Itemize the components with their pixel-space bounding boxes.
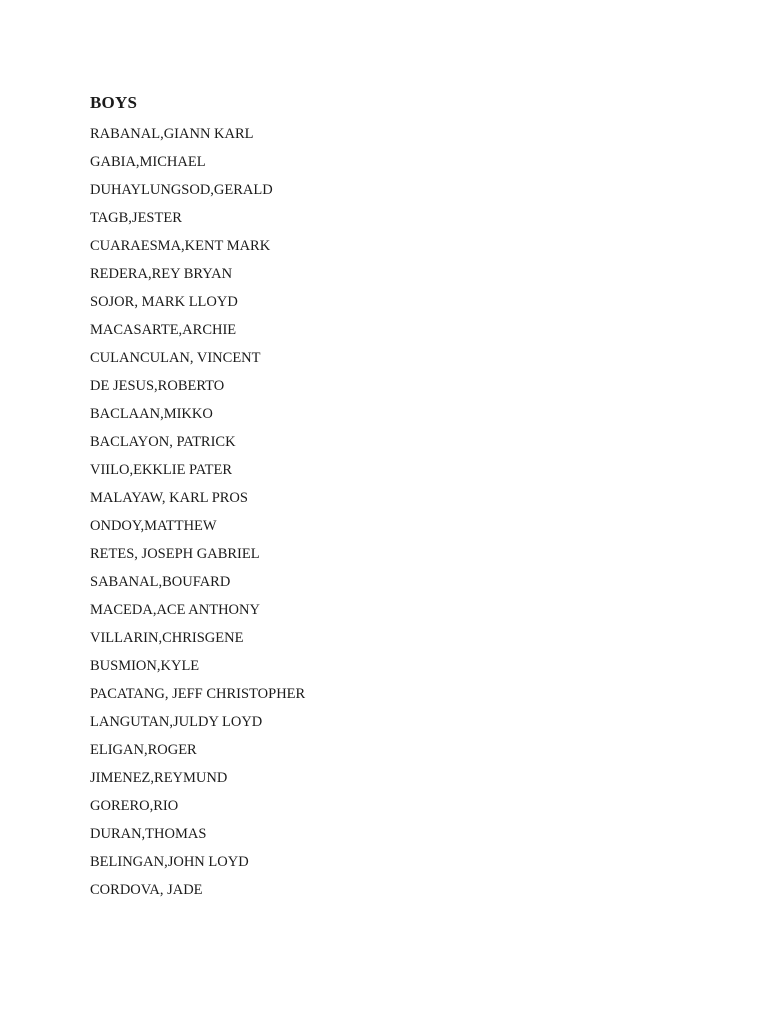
list-item: MACASARTE,ARCHIE: [90, 322, 237, 338]
list-item: GORERO,RIO: [90, 798, 179, 814]
list-item: MACEDA,ACE ANTHONY: [90, 602, 260, 618]
list-item: CORDOVA, JADE: [90, 882, 203, 898]
list-item: CULANCULAN, VINCENT: [90, 350, 261, 366]
list-item: RETES, JOSEPH GABRIEL: [90, 546, 260, 562]
list-item: VILLARIN,CHRISGENE: [90, 630, 244, 646]
list-item: DE JESUS,ROBERTO: [90, 378, 225, 394]
name-list: [90, 120, 690, 904]
list-item: SOJOR, MARK LLOYD: [90, 294, 238, 310]
list-item: BACLAAN,MIKKO: [90, 406, 213, 422]
list-item: JIMENEZ,REYMUND: [90, 770, 228, 786]
list-item: ELIGAN,ROGER: [90, 742, 197, 758]
list-item: REDERA,REY BRYAN: [90, 266, 233, 282]
list-item: DUHAYLUNGSOD,GERALD: [90, 182, 273, 198]
list-item: VIILO,EKKLIE PATER: [90, 462, 233, 478]
list-item: CUARAESMA,KENT MARK: [90, 238, 271, 254]
list-item: GABIA,MICHAEL: [90, 154, 206, 170]
list-item: BACLAYON, PATRICK: [90, 434, 236, 450]
list-item: RABANAL,GIANN KARL: [90, 126, 254, 142]
list-item: LANGUTAN,JULDY LOYD: [90, 714, 263, 730]
list-item: BELINGAN,JOHN LOYD: [90, 854, 249, 870]
list-item: DURAN,THOMAS: [90, 826, 207, 842]
list-item: BUSMION,KYLE: [90, 658, 200, 674]
list-item: SABANAL,BOUFARD: [90, 574, 231, 590]
list-item: MALAYAW, KARL PROS: [90, 490, 248, 506]
list-item: ONDOY,MATTHEW: [90, 518, 217, 534]
document-content: [90, 92, 690, 904]
list-item: PACATANG, JEFF CHRISTOPHER: [90, 686, 306, 702]
list-item: TAGB,JESTER: [90, 210, 182, 226]
list-heading: BOYS: [90, 93, 138, 112]
